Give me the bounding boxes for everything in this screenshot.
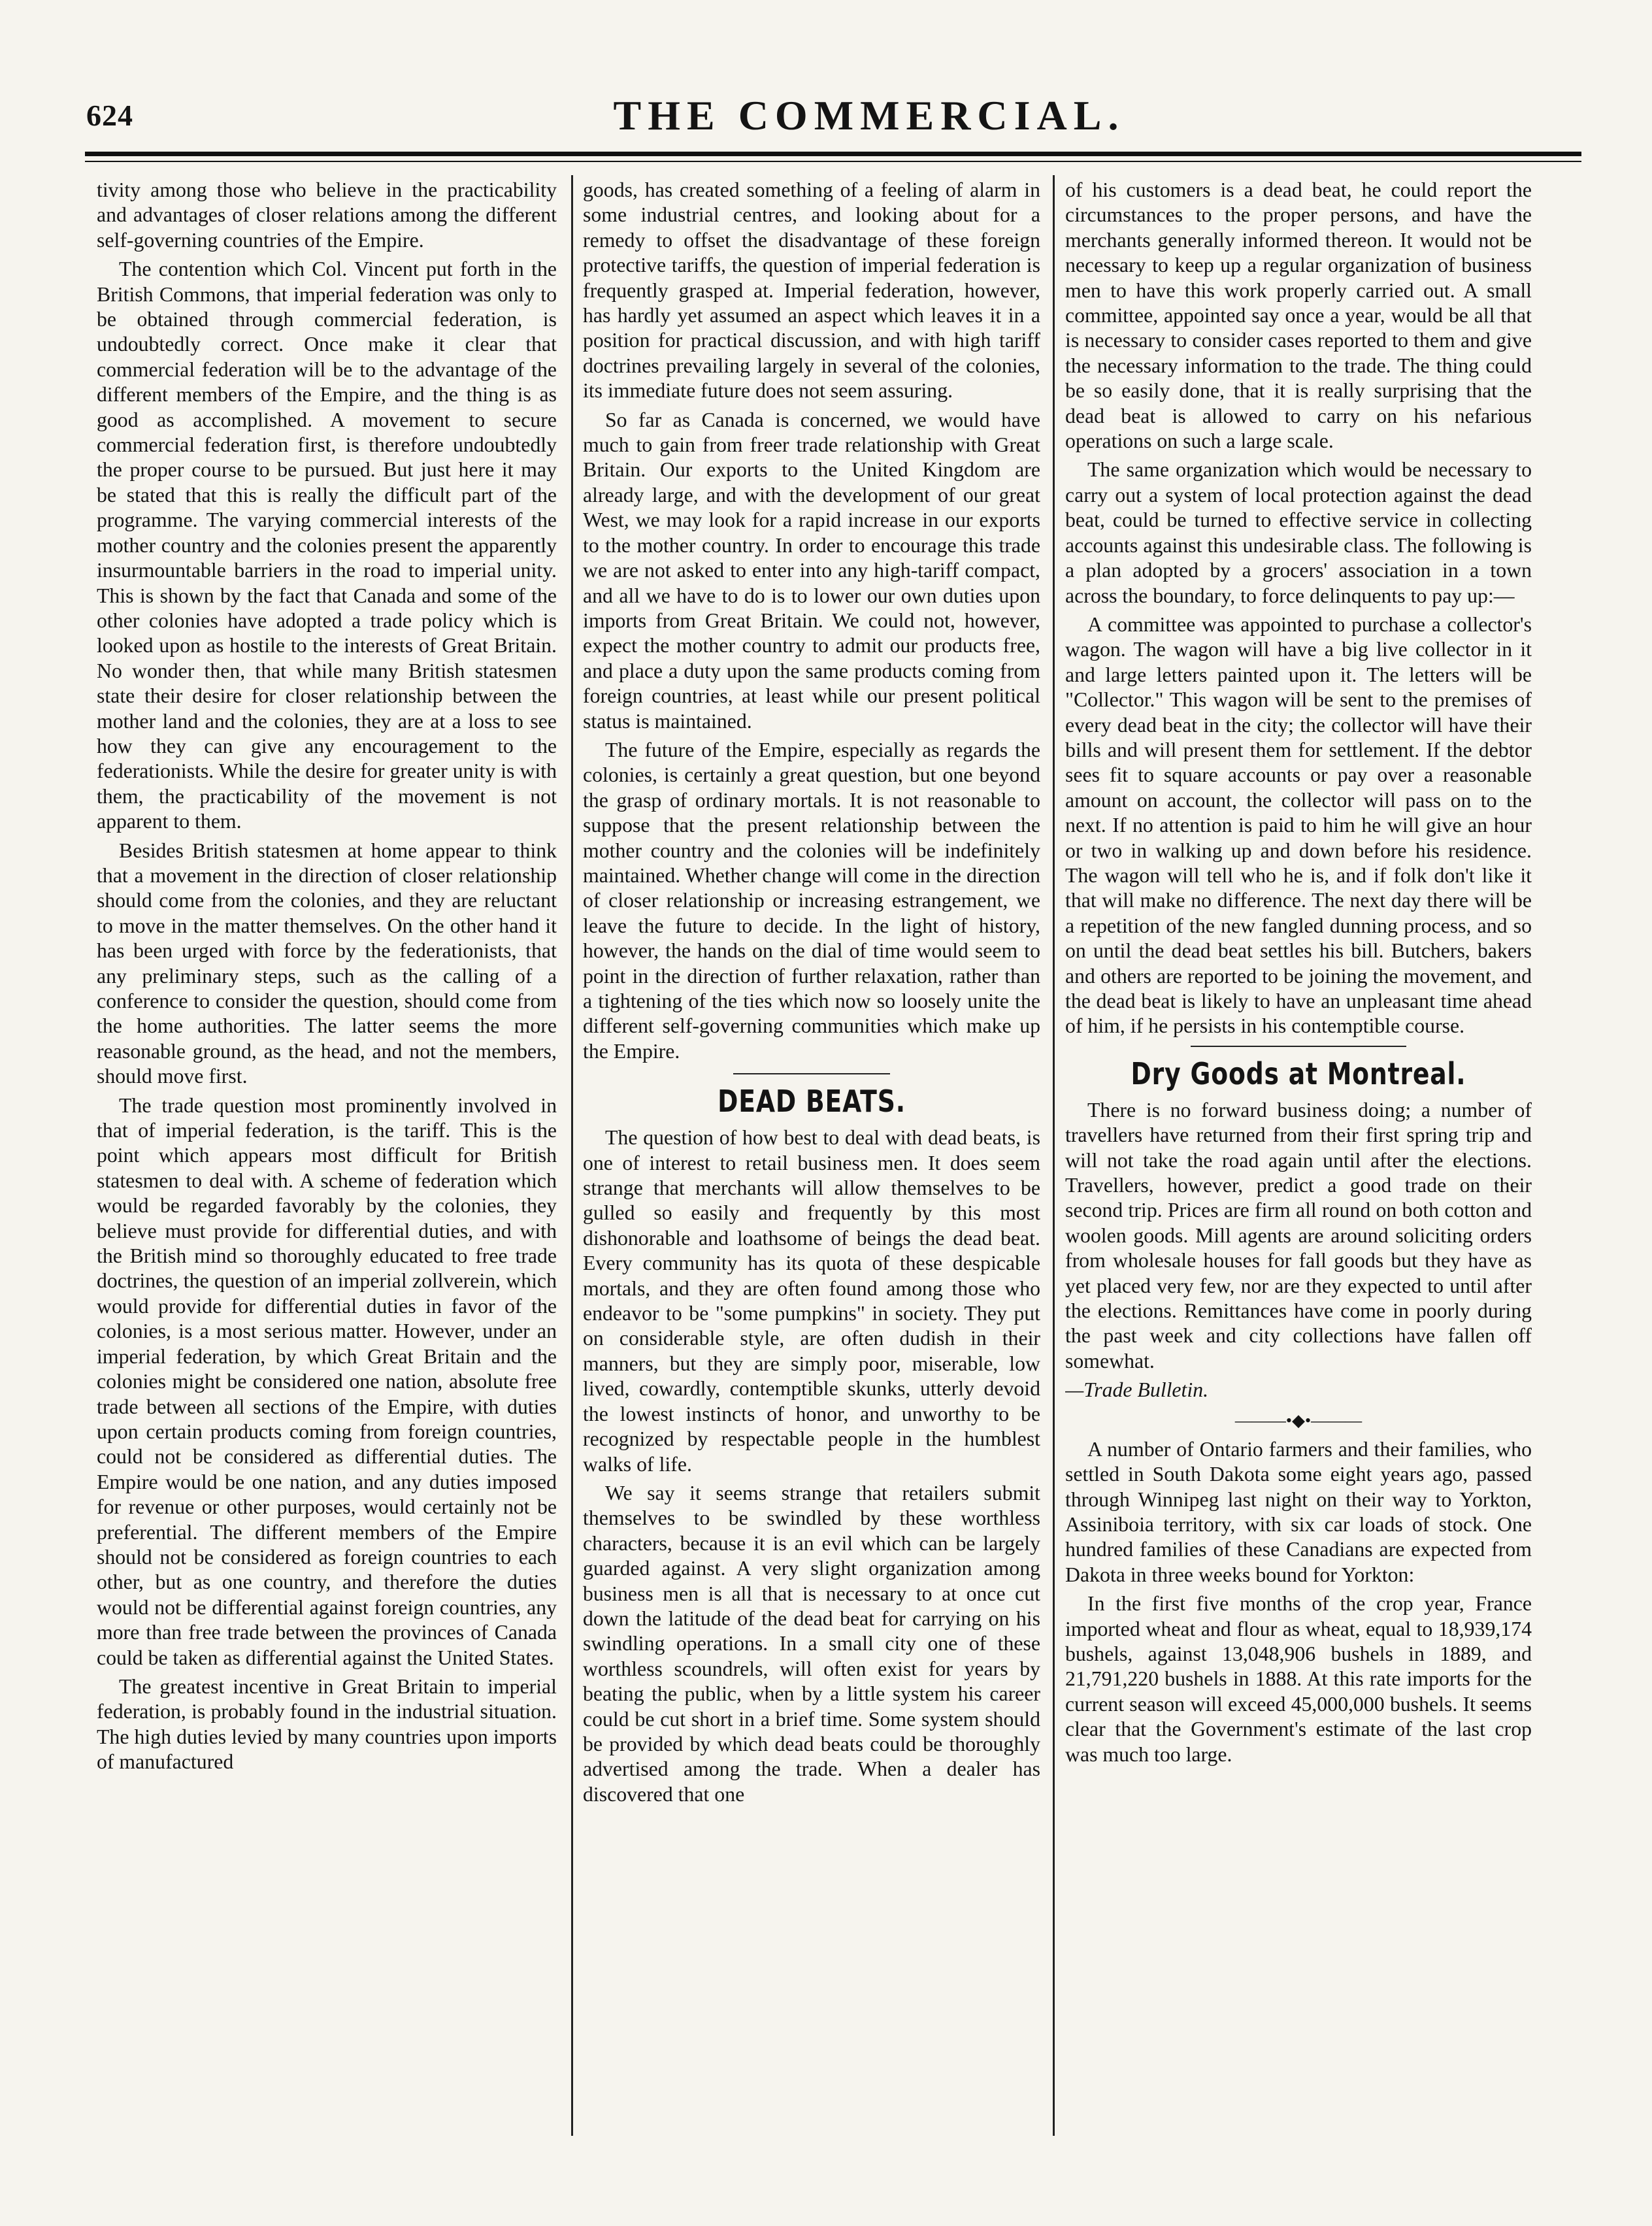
article-paragraph: goods, has created something of a feeling of alarm in some industrial centres, and looking about for a remedy to offset the disadvantage of these foreign protective tariffs, the question of imperial federation is frequently grasped at. Imperial federation, however, has hardly yet assumed an aspect which leaves it in a position for practical discussion, and with high tariff doctrines prevailing largely in several of the colonies, its immediate future does not seem assuring. [583, 178, 1040, 403]
article-paragraph: The same organization which would be necessary to carry out a system of local protection against the dead beat, could be turned to effective service in collecting accounts against this undesirable class. The following is a plan adopted by a grocers' association in a town across the boundary, to force delinquents to pay up:— [1065, 458, 1532, 607]
article-paragraph: A committee was appointed to purchase a collector's wagon. The wagon will have a big live collector in it and large letters painted upon it. The letters will be "Collector." This wagon will be sent to the premises of every dead beat in the city; the collector will have their bills and will present them for settlement. If the debtor sees fit to square accounts or pay over a reasonable amount on account, the collector will pass on to the next. If no attention is paid to him he will give an hour or two in walking up and down before his residence. The wagon will tell who he is, and if folk don't like it that will make no difference. The next day there will be a repetition of the new fangled dunning process, and so on until the dead beat settles his bill. Butchers, bakers and others are reported to be joining the movement, and the dead beat is likely to have an unpleasant time ahead of him, if he persists in his contemptible course. [1065, 612, 1532, 1038]
ornament-divider: ———•◆•——— [1234, 1410, 1363, 1430]
column-3 [1065, 178, 1532, 2171]
article-paragraph: Besides British statesmen at home appear to think that a movement in the direction of closer relationship should come from the colonies, and they are reluctant to move in the matter themselves. On the other hand it has been urged with force by the federationists, that any preliminary steps, such as the calling of a conference to consider the question, should come from the home authorities. The latter seems the more reasonable ground, as the head, and not the members, should move first. [97, 839, 557, 1088]
article-paragraph: The trade question most prominently involved in that of imperial federation, is the tariff. This is the point which appears most difficult for British statesmen to deal with. A scheme of federation which would be regarded favorably by the colonies, they believe must provide for differential duties, and with the British mind so thoroughly educated to free trade doctrines, the question of an imperial zollverein, which would provide for differential duties in favor of the colonies, is a most serious matter. However, under an imperial federation, by which Great Britain and the colonies might be considered one nation, absolute free trade between all sections of the Empire, with duties upon certain products coming from foreign countries, could not be considered as differential duties. The Empire would be one nation, and any duties imposed for revenue or other purposes, would certainly not be preferential. The different members of the Empire should not be considered as foreign countries to each other, but as one country, and therefore the duties would not be differential against foreign countries, any more than free trade between the provinces of Canada could be taken as differential against the United States. [97, 1093, 557, 1669]
column-divider [1053, 175, 1055, 2136]
masthead-title: THE COMMERCIAL. [613, 92, 1125, 139]
source-attribution: —Trade Bulletin. [1065, 1378, 1209, 1402]
article-paragraph: of his customers is a dead beat, he could report the circumstances to the proper persons, and have the merchants generally informed thereon. It would not be necessary to keep up a regular organization of business men to have this work properly carried out. A small committee, appointed say once a year, would be all that is necessary to consider cases reported to them and give the necessary information to the trade. The thing could be so easily done, that it is really surprising that the dead beat is allowed to carry on his nefarious operations on such a large scale. [1065, 178, 1532, 453]
article-paragraph: The greatest incentive in Great Britain to imperial federation, is probably found in the industrial situation. The high duties levied by many countries upon imports of manufactured [97, 1674, 557, 1774]
article-paragraph: A number of Ontario farmers and their families, who settled in South Dakota some eight years ago, passed through Winnipeg last night on their way to Yorkton, Assiniboia territory, with six car loads of stock. One hundred families of these Canadians are expected from Dakota in three weeks bound for Yorkton: [1065, 1437, 1532, 1586]
article-paragraph: The future of the Empire, especially as regards the colonies, is certainly a great question, but one beyond the grasp of ordinary mortals. It is not reasonable to suppose that the present relationship between the mother country and the colonies will be indefinitely maintained. Whether change will come in the direction of closer relationship or increasing estrangement, we leave the future to decide. In the light of history, however, the hands on the dial of time would seem to point in the direction of further relaxation, rather than a tightening of the ties which now so loosely unite the different self-governing communities which make up the Empire. [583, 738, 1040, 1063]
article-paragraph: The question of how best to deal with dead beats, is one of interest to retail business men. It does seem strange that merchants will allow themselves to be gulled so easily and frequently by this most dishonorable and loathsome of beings the dead beat. Every community has its quota of these despicable mortals, and they are often found among those who endeavor to be "some pumpkins" in society. They put on considerable style, are often dudish in their manners, but they are simply poor, miserable, low lived, cowardly, contemptible skunks, utterly devoid the lowest instincts of honor, and unworthy to be recognized by respectable people in the humblest walks of life. [583, 1126, 1040, 1476]
dry-goods-heading: Dry Goods at Montreal. [1131, 1055, 1466, 1091]
column-divider [571, 175, 573, 2136]
column-1 [97, 178, 557, 2171]
section-separator [1191, 1046, 1406, 1047]
article-paragraph: We say it seems strange that retailers submit themselves to be swindled by these worthless characters, because it is an evil which can be largely guarded against. A very slight organization among business men is all that is necessary to at once cut down the latitude of the dead beat for carrying on his swindling operations. In a small city one of these worthless scoundrels, will often exist for years by beating the public, when by a little system his career could be cut short in a brief time. Some system should be provided by which dead beats could be thoroughly advertised among the trade. When a dealer has discovered that one [583, 1481, 1040, 1806]
column-2 [583, 178, 1040, 2171]
dead-beats-heading: DEAD BEATS. [718, 1084, 906, 1120]
article-paragraph: The contention which Col. Vincent put forth in the British Commons, that imperial federation was only to be obtained through commercial federation, is undoubtedly correct. Once make it clear that commercial federation will be to the advantage of the different members of the Empire, and the thing is as good as accomplished. A movement to secure commercial federation first, is therefore undoubtedly the proper course to be pursued. But just here it may be stated that this is really the difficult part of the programme. The varying commercial interests of the mother country and the colonies present the apparently insurmountable barriers in the road to imperial unity. This is shown by the fact that Canada and some of the other colonies have adopted a trade policy which is looked upon as hostile to the interests of Great Britain. No wonder then, that while many British statesmen state their desire for closer relationship between the mother land and the colonies, they are at a loss to see how they can give any encouragement to the federationists. While the desire for greater unity is with them, the practicability of the movement is not apparent to them. [97, 257, 557, 833]
header-rule-thin [85, 161, 1581, 162]
section-separator [733, 1073, 890, 1074]
article-paragraph: There is no forward business doing; a number of travellers have returned from their first spring trip and will not take the road again until after the elections. Travellers, however, predict a good trade on their second trip. Prices are firm all round on both cotton and woolen goods. Mill agents are around soliciting orders from wholesale houses for fall goods but they have as yet placed very few, nor are they expected to until after the elections. Remittances have come in poorly during the past week and city collections have fallen off somewhat. [1065, 1098, 1532, 1372]
page-number: 624 [86, 99, 133, 132]
article-paragraph: So far as Canada is concerned, we would have much to gain from freer trade relationship with Great Britain. Our exports to the United Kingdom are already large, and with the development of our great West, we may look for a rapid increase in our exports to the mother country. In order to encourage this trade we are not asked to enter into any high-tariff compact, and all we have to do is to lower our own duties upon imports from Great Britain. We could not, however, expect the mother country to admit our products free, and place a duty upon the same products coming from foreign countries, at least while our present political status is maintained. [583, 408, 1040, 733]
article-paragraph: In the first five months of the crop year, France imported wheat and flour as wheat, equal to 18,939,174 bushels, against 13,048,906 bushels in 1889, and 21,791,220 bushels in 1888. At this rate imports for the current season will exceed 45,000,000 bushels. It seems clear that the Government's estimate of the last crop was much too large. [1065, 1592, 1532, 1766]
header-rule [85, 152, 1581, 156]
article-paragraph: tivity among those who believe in the practicability and advantages of closer relations among the different self-governing countries of the Empire. [97, 178, 557, 252]
